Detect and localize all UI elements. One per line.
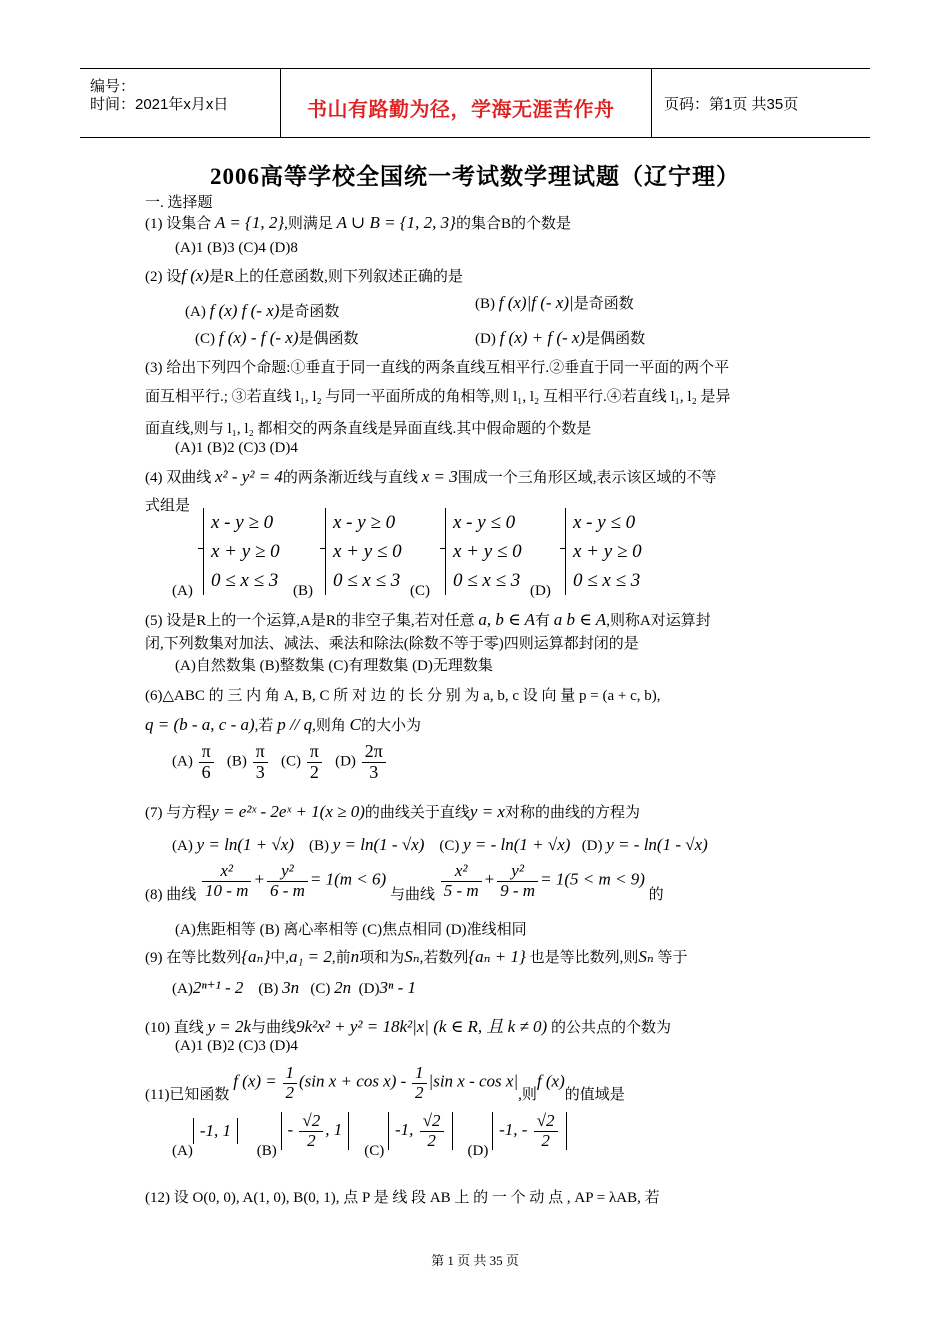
q8-f4-num: y² [497, 862, 538, 882]
question-4-stem [145, 466, 716, 487]
q2-opt-b-label: (B) [475, 296, 495, 312]
q4-d-row-2: x + y ≥ 0 [573, 541, 642, 562]
q5-text-b: 有 [535, 613, 551, 629]
q9-opt-d-math: 3ⁿ - 1 [379, 978, 417, 997]
q11-d-pre: -1, - [499, 1120, 528, 1140]
q9-text-d: 项和为 [359, 950, 405, 966]
q4-math-b: x = 3 [421, 467, 458, 486]
q8-f3-den: 5 - m [443, 880, 479, 900]
time-label: 时间：2021年x月x日 [90, 96, 229, 113]
q9-text-g: 等于 [657, 950, 688, 966]
q6-math-c: C [349, 715, 361, 734]
q1-math-b: A ∪ B = {1, 2, 3} [336, 213, 456, 232]
q2-text-b: 是R上的任意函数,则下列叙述正确的是 [209, 269, 463, 285]
question-3-line-1: (3) 给出下列四个命题:①垂直于同一直线的两条直线互相平行.②垂直于同一平面的两个平 [145, 360, 730, 376]
q9-text-f: 也是等比数列,则 [529, 950, 639, 966]
q11-c-pre: -1, [395, 1120, 414, 1140]
question-11-stem [145, 1064, 625, 1102]
q4-system-d [565, 508, 642, 595]
q4-a-row-2: x + y ≥ 0 [211, 541, 280, 562]
q7-opt-c-math: y = - ln(1 + √x) [463, 835, 571, 854]
question-4-line-2: 式组是 [145, 498, 191, 514]
q4-c-row-2: x + y ≤ 0 [453, 541, 522, 562]
q9-opt-d-label: (D) [358, 981, 380, 997]
q8-frac-4 [497, 862, 538, 900]
motto-text: 书山有路勤为径，学海无涯苦作舟 [307, 97, 615, 121]
q6-c-num: π [307, 742, 322, 763]
question-3-line-3: 面直线,则与 l₁, l₂ 都相交的两条直线是异面直线.其中假命题的个数是 [145, 421, 592, 437]
q9-math-b: a₁ = 2 [289, 947, 332, 966]
q8-text-b: 与曲线 [389, 886, 435, 903]
q11-opt-d-label: (D) [467, 1142, 489, 1159]
q7-opt-b-label: (B) [309, 838, 329, 854]
q9-math-d: Sₙ [404, 947, 420, 966]
q2-opt-c-text: 是偶函数 [298, 331, 359, 347]
q11-math-a3: |sin x - cos x| [428, 1071, 519, 1091]
q11-math-a2: (sin x + cos x) - [299, 1071, 407, 1091]
q7-math-a: y = e²ˣ - 2eˣ + 1(x ≥ 0) [211, 802, 365, 821]
q6-c-den: 2 [309, 761, 319, 782]
q4-text-a: (4) 双曲线 [145, 470, 212, 486]
q8-f4-den: 9 - m [500, 880, 536, 900]
question-12-line: (12) 设 O(0, 0), A(1, 0), B(0, 1), 点 P 是 线 段 AB 上 的 一 个 动 点 , AP = λAB, 若 [145, 1190, 660, 1206]
q9-text-b: 中, [270, 950, 290, 966]
q4-b-row-3: 0 ≤ x ≤ 3 [333, 570, 401, 591]
q9-math-c: n [350, 947, 360, 966]
q2-math-a: f (x) [181, 266, 210, 285]
q4-c-row-3: 0 ≤ x ≤ 3 [453, 570, 521, 591]
q6-opt-b-frac [253, 742, 268, 783]
q2-opt-d-text: 是偶函数 [585, 331, 646, 347]
q1-math-a: A = {1, 2} [215, 213, 285, 232]
q5-math-b: a b ∈ A [553, 610, 607, 629]
q8-f2-den: 6 - m [269, 880, 305, 900]
q7-opt-a-math: y = ln(1 + √x) [196, 835, 294, 854]
q6-d-num: 2π [362, 742, 386, 763]
q9-text-c: ,前 [331, 950, 351, 966]
q11-opt-a-math: -1, 1 [193, 1118, 238, 1144]
q8-f3-num: x² [441, 862, 482, 882]
q6-math-b: p // q [277, 715, 313, 734]
q11-f2-den: 2 [415, 1082, 424, 1102]
q5-math-a: a, b ∈ A [478, 610, 536, 629]
q4-option-d-label: (D) [530, 583, 551, 599]
q1-text-b: ,则满足 [284, 216, 333, 232]
q8-f2-num: y² [267, 862, 308, 882]
q8-tail-1: = 1(m < 6) [309, 869, 387, 889]
q7-text-a: (7) 与方程 [145, 805, 212, 821]
question-5-stem [145, 609, 711, 630]
q2-opt-d-math: f (x) + f (- x) [499, 328, 586, 347]
q8-frac-2 [267, 862, 308, 900]
question-1-options: (A)1 (B)3 (C)4 (D)8 [175, 240, 298, 256]
q9-opt-c-label: (C) [310, 981, 331, 997]
question-6-options [172, 742, 388, 783]
q7-opt-c-label: (C) [439, 838, 460, 854]
q2-opt-d-label: (D) [475, 331, 496, 347]
q11-opt-c-label: (C) [364, 1142, 385, 1159]
q1-text-c: 的集合B的个数是 [455, 216, 571, 232]
question-6-line-1: (6)△ABC 的 三 内 角 A, B, C 所 对 边 的 长 分 别 为 a, b, c 设 向 量 p = (a + c, b), [145, 688, 661, 704]
q4-system-a [203, 508, 280, 595]
q2-text-a: (2) 设 [145, 269, 182, 285]
q8-tail-2: = 1(5 < m < 9) [540, 869, 645, 889]
q8-text-c: 的 [648, 886, 664, 903]
q7-opt-d-math: y = - ln(1 - √x) [606, 835, 708, 854]
q2-opt-b-math: f (x)|f (- x)| [498, 293, 574, 312]
question-10-options: (A)1 (B)2 (C)3 (D)4 [175, 1038, 298, 1054]
q10-text-c: 的公共点的个数为 [550, 1020, 671, 1036]
q2-option-c [195, 327, 359, 348]
q11-opt-d-math [492, 1112, 566, 1150]
section-heading: 一. 选择题 [145, 195, 213, 211]
q2-opt-a-math: f (x) f (- x) [209, 301, 280, 320]
question-5-options: (A)自然数集 (B)整数集 (C)有理数集 (D)无理数集 [175, 658, 493, 674]
q11-frac-2 [412, 1064, 427, 1102]
q6-opt-c-label: (C) [281, 753, 302, 770]
q7-text-c: 对称的曲线的方程为 [504, 805, 640, 821]
q6-opt-a-frac [199, 742, 214, 783]
q6-d-den: 3 [369, 761, 379, 782]
q4-text-b: 的两条渐近线与直线 [282, 470, 418, 486]
q6-opt-a-label: (A) [172, 753, 193, 770]
q11-c-den: 2 [427, 1130, 436, 1150]
q6-text-d: 的大小为 [361, 718, 422, 734]
q6-b-den: 3 [255, 761, 265, 782]
q11-opt-b-label: (B) [256, 1142, 277, 1159]
q9-opt-b-math: 3n [282, 978, 300, 997]
q2-option-d [475, 327, 645, 348]
q6-text-c: ,则角 [312, 718, 346, 734]
question-6-line-2 [145, 714, 421, 735]
q4-system-b [325, 508, 402, 595]
question-2-stem [145, 265, 463, 286]
q9-text-e: ,若数列 [419, 950, 469, 966]
q7-opt-a-label: (A) [172, 838, 193, 854]
q9-text-a: (9) 在等比数列 [145, 950, 242, 966]
q11-frac-1 [283, 1064, 298, 1102]
q10-text-a: (10) 直线 [145, 1020, 204, 1036]
q9-math-a: {aₙ} [241, 947, 271, 966]
q11-text-c: 的值域是 [564, 1086, 625, 1103]
q6-opt-c-frac [307, 742, 322, 783]
q4-math-a: x² - y² = 4 [215, 467, 283, 486]
q11-text-b: ,则 [518, 1086, 537, 1103]
q9-opt-c-math: 2n [334, 978, 352, 997]
q4-option-c-label: (C) [410, 583, 430, 599]
header-meta-cell [80, 69, 281, 137]
q4-system-c [445, 508, 522, 595]
q10-math-b: 9k²x² + y² = 18k²|x| (k ∈ R, 且 k ≠ 0) [296, 1017, 548, 1036]
q8-frac-1 [202, 862, 251, 900]
q1-text-a: (1) 设集合 [145, 216, 212, 232]
question-8-options: (A)焦距相等 (B) 离心率相等 (C)焦点相同 (D)准线相同 [175, 922, 527, 938]
q11-f2-num: 1 [412, 1064, 427, 1084]
q6-a-den: 6 [201, 761, 211, 782]
question-11-options [172, 1111, 567, 1159]
question-7-stem [145, 801, 640, 822]
q11-b-num: √2 [299, 1112, 323, 1132]
q7-math-b: y = x [469, 802, 505, 821]
q4-option-a-label: (A) [172, 583, 193, 599]
q2-option-b [475, 292, 634, 313]
q6-text-b: ,若 [254, 718, 274, 734]
q9-opt-a-label: (A) [172, 981, 193, 997]
q11-f1-num: 1 [283, 1064, 298, 1084]
q8-f1-den: 10 - m [205, 880, 249, 900]
header-motto-cell [281, 69, 652, 137]
q4-c-row-1: x - y ≤ 0 [453, 512, 516, 533]
q8-text-a: (8) 曲线 [145, 886, 197, 903]
q11-opt-a-label: (A) [172, 1142, 193, 1159]
question-9-stem [145, 946, 687, 967]
question-3-options: (A)1 (B)2 (C)3 (D)4 [175, 440, 298, 456]
question-8-stem: (8) 曲线 $\frac{\text{x²}}{10 - m}$ + $\frac{\text{y²}}{6 - m}$ = 1(m < 6) 与曲线 $\frac{\text{x²}}{5 - m}$ + $\frac{\text{y²}}{9 - m}$ = 1(5 < m < 9) 的 [145, 861, 664, 903]
q2-option-a [185, 300, 339, 321]
q2-opt-b-text: 是奇函数 [573, 296, 634, 312]
q11-b-post: , 1 [325, 1120, 343, 1140]
q11-c-num: √2 [420, 1112, 444, 1132]
q11-math-b: f (x) [536, 1071, 565, 1091]
q11-text-a: (11)已知函数 [145, 1086, 230, 1103]
q11-d-num: √2 [534, 1112, 558, 1132]
q6-opt-b-label: (B) [226, 753, 247, 770]
q6-b-num: π [253, 742, 268, 763]
q9-math-e: {aₙ + 1} [468, 947, 526, 966]
q4-d-row-3: 0 ≤ x ≤ 3 [573, 570, 641, 591]
question-7-options [172, 835, 708, 855]
q6-math-q: q = (b - a, c - a) [145, 715, 255, 734]
q7-opt-b-math: y = ln(1 - √x) [332, 835, 425, 854]
q2-opt-a-label: (A) [185, 304, 206, 320]
document-header [80, 68, 870, 138]
q11-math-a1: f (x) = [233, 1071, 277, 1091]
q4-a-row-3: 0 ≤ x ≤ 3 [211, 570, 279, 591]
q6-opt-d-label: (D) [335, 753, 356, 770]
q10-math-a: y = 2k [207, 1017, 252, 1036]
q11-opt-c-math [388, 1112, 453, 1150]
q11-f1-den: 2 [285, 1082, 294, 1102]
q5-text-a: (5) 设是R上的一个运算,A是R的非空子集,若对任意 [145, 613, 475, 629]
q7-opt-d-label: (D) [581, 838, 603, 854]
page-title: 2006高等学校全国统一考试数学理试题（辽宁理） [210, 164, 740, 189]
q9-opt-b-label: (B) [258, 981, 279, 997]
q11-b-den: 2 [307, 1130, 316, 1150]
number-label: 编号： [90, 78, 136, 95]
q2-opt-c-label: (C) [195, 331, 215, 347]
q4-text-c: 围成一个三角形区域,表示该区域的不等 [457, 470, 717, 486]
question-5-line-2: 闭,下列数集对加法、减法、乘法和除法(除数不等于零)四则运算都封闭的是 [145, 636, 639, 652]
q9-opt-a-math: 2ⁿ⁺¹ - 2 [192, 978, 244, 997]
q11-b-pre: - [287, 1120, 294, 1140]
question-1-stem [145, 212, 571, 233]
q2-opt-c-math: f (x) - f (- x) [218, 328, 299, 347]
q6-a-num: π [199, 742, 214, 763]
page-info: 页码：第1页 共35页 [664, 96, 799, 113]
q4-b-row-2: x + y ≤ 0 [333, 541, 402, 562]
question-3-line-2: 面互相平行.; ③若直线 l₁, l₂ 与同一平面所成的角相等,则 l₁, l₂ 互相平行.④若直线 l₁, l₂ 是异 [145, 389, 731, 405]
q4-option-b-label: (B) [293, 583, 313, 599]
q4-a-row-1: x - y ≥ 0 [211, 512, 274, 533]
page-footer: 第 1 页 共 35 页 [431, 1253, 519, 1268]
q9-math-f: Sₙ [638, 947, 654, 966]
q8-frac-3 [441, 862, 482, 900]
q5-text-c: ,则称A对运算封 [606, 613, 711, 629]
q4-b-row-1: x - y ≥ 0 [333, 512, 396, 533]
q4-d-row-1: x - y ≤ 0 [573, 512, 636, 533]
header-page-cell [652, 69, 870, 137]
q2-opt-a-text: 是奇函数 [279, 304, 340, 320]
question-10-stem [145, 1012, 671, 1037]
q11-opt-b-math [281, 1112, 350, 1150]
q8-f1-num: x² [202, 862, 251, 882]
q11-d-den: 2 [541, 1130, 550, 1150]
q7-text-b: 的曲线关于直线 [364, 805, 470, 821]
q6-opt-d-frac [362, 742, 386, 783]
question-9-options [172, 978, 416, 998]
q10-text-b: 与曲线 [251, 1020, 297, 1036]
